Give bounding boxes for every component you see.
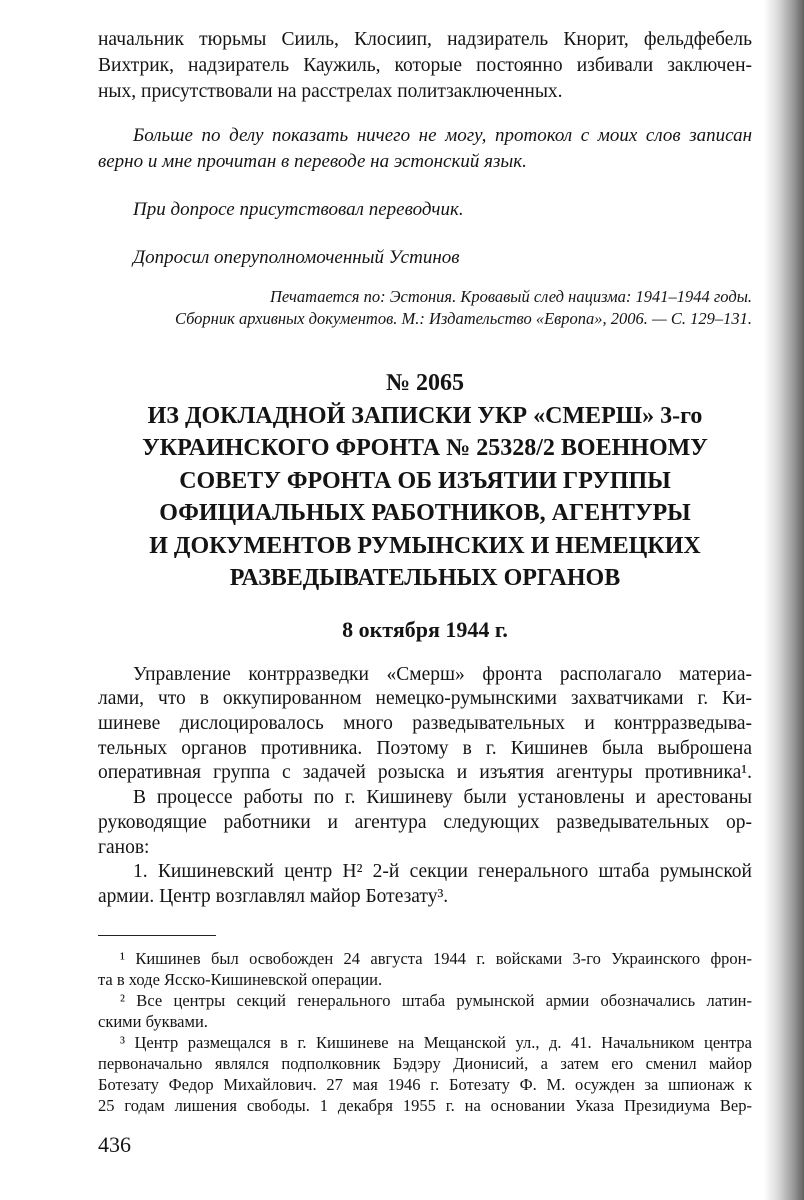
footnote [98,948,752,990]
source-citation [98,286,752,330]
text-line: Управление контрразведки «Смерш» фронта располагало материа- [133,663,752,685]
text-line: ³ Центр размещался в г. Кишиневе на Мещанской ул., д. 41. Начальником центра [120,1032,752,1052]
interrogator-signature [98,245,752,271]
continuation-paragraph [98,27,752,105]
footnote [98,1032,752,1116]
document-title-line: СОВЕТУ ФРОНТА ОБ ИЗЪЯТИИ ГРУППЫ [179,467,671,494]
text-line: Вихтрик, надзиратель Каужиль, которые постоянно избивали заключен- [98,55,752,76]
protocol-closing-statement [98,123,752,175]
document-title-line: И ДОКУМЕНТОВ РУМЫНСКИХ И НЕМЕЦКИХ [149,532,701,559]
text-line: та в ходе Ясско-Кишиневской операции. [98,969,383,989]
text-line: ных, присутствовали на расстрелах политзаключенных. [98,81,563,102]
footnote [98,990,752,1032]
text-line: ¹ Кишинев был освобожден 24 августа 1944 г. войсками 3-го Украинского фрон- [120,948,752,968]
body-paragraph [98,860,752,909]
document-heading [98,367,752,595]
interpreter-note [98,197,752,223]
page-number: 436 [98,1132,131,1157]
text-line: тельных органов противника. Поэтому в г. Кишинев была выброшена [98,737,752,759]
text-line: руководящие работники и агентура следующих разведывательных ор- [98,811,752,833]
document-number: № 2065 [385,370,465,396]
text-line: первоначально являлся подполковник Бэдэру Дионисий, а затем его сменил майор [98,1053,752,1073]
text-line: оперативная группа с задачей розыска и изъятия агентуры противника¹. [98,762,752,784]
text-line: Сборник архивных документов. М.: Издательство «Европа», 2006. — С. 129–131. [174,309,752,328]
page-edge-shadow [764,0,804,1200]
text-line: верно и мне прочитан в переводе на эстонский язык. [98,151,527,172]
document-title-line: УКРАИНСКОГО ФРОНТА № 25328/2 ВОЕННОМУ [142,435,708,461]
document-title-line: РАЗВЕДЫВАТЕЛЬНЫХ ОРГАНОВ [229,565,621,591]
document-body [98,663,752,910]
text-line: Печатается по: Эстония. Кровавый след нацизма: 1941–1944 годы. [269,287,752,306]
text-line: лами, что в оккупированном немецко-румынскими захватчиками г. Ки- [98,688,752,710]
text-line: 1. Кишиневский центр Н² 2-й секции генерального штаба румынской [133,861,752,883]
text-line: В процессе работы по г. Кишиневу были установлены и арестованы [133,787,752,809]
document-date: 8 октября 1944 г. [342,617,508,642]
text-line: Ботезату Федор Михайлович. 27 мая 1946 г. Ботезату Ф. М. осужден за шпионаж к [98,1075,752,1095]
text-line: скими буквами. [98,1011,208,1031]
text-line: При допросе присутствовал переводчик. [133,199,464,220]
document-title-line: ОФИЦИАЛЬНЫХ РАБОТНИКОВ, АГЕНТУРЫ [159,500,691,526]
text-line: 25 годам лишения свободы. 1 декабря 1955 г. на основании Указа Президиума Вер- [98,1096,752,1116]
text-line: ганов: [98,836,150,858]
body-paragraph [98,663,752,787]
footnotes [98,948,752,1117]
footnote-rule [98,935,216,936]
text-line: Допросил оперуполномоченный Устинов [133,247,460,268]
text-line: армии. Центр возглавлял майор Ботезату³. [98,885,449,907]
text-line: Больше по делу показать ничего не могу, протокол с моих слов записан [133,125,752,146]
body-paragraph [98,786,752,860]
text-line: ² Все центры секций генерального штаба румынской армии обозначались латин- [120,990,752,1010]
text-line: начальник тюрьмы Сииль, Клосиип, надзиратель Кнорит, фельдфебель [98,29,752,50]
document-title-line: ИЗ ДОКЛАДНОЙ ЗАПИСКИ УКР «СМЕРШ» 3-го [147,402,703,429]
text-line: шиневе дислоцировалось много разведывательных и контрразведыва- [98,713,752,734]
